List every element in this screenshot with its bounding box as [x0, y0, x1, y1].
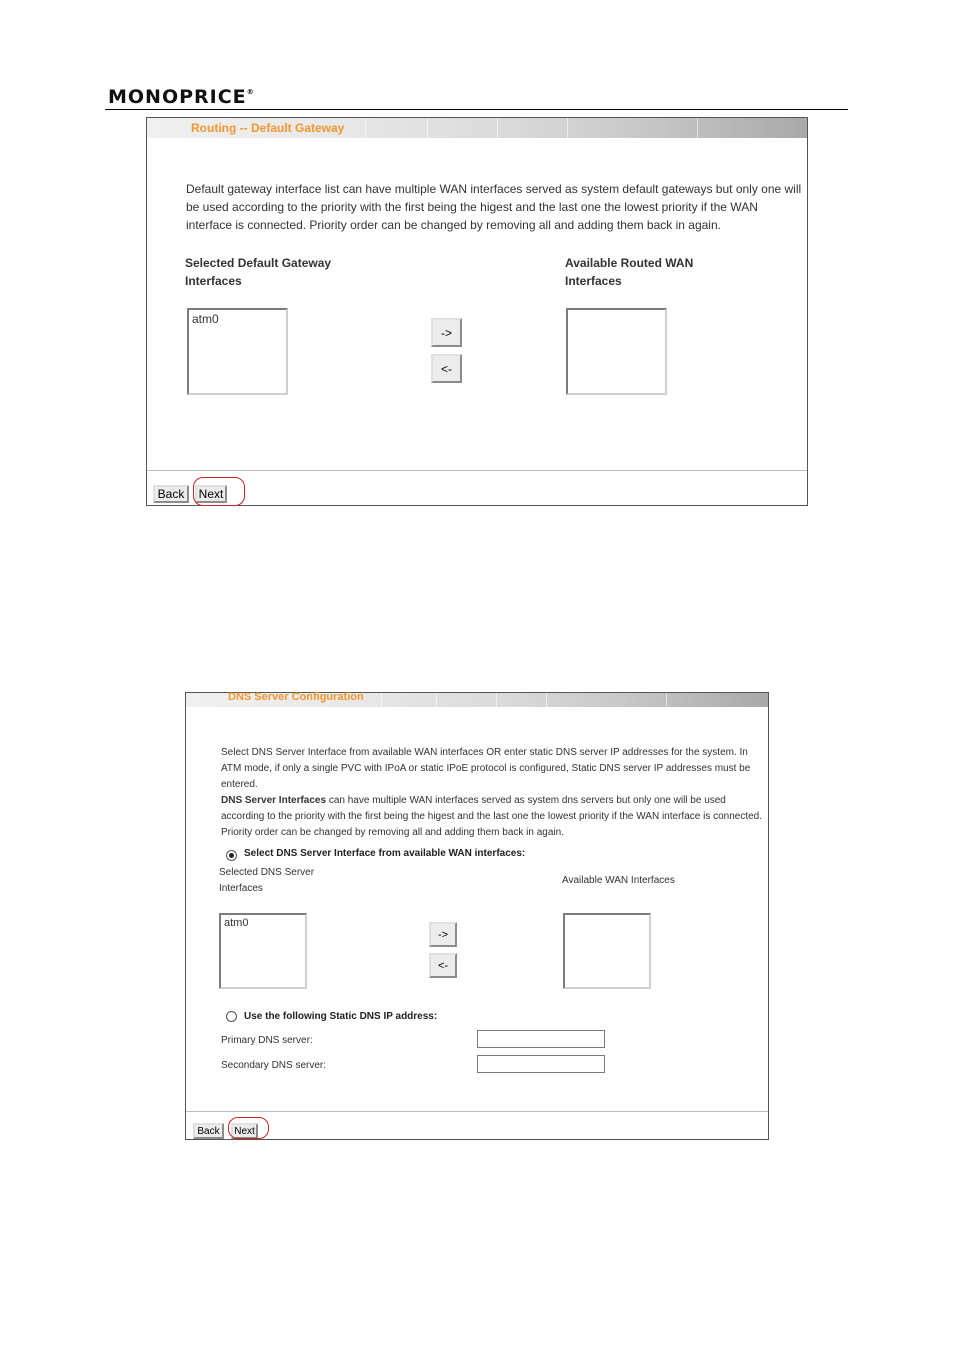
description-text: Select DNS Server Interface from available WAN interfaces OR enter static DNS server IP addresses for the system. In ATM mode, if only a single PVC with IPoA or static IPoE protocol is configured, Static DNS server IP addresses must be entered. DNS Server Interfaces can have multiple WAN interfaces served as system dns servers but only one will be used according to the priority with the first being the higest and the last one the lowest priority if the WAN interface is connected. Priority order can be changed by removing all and adding them back in again.: [221, 747, 763, 838]
next-highlight-circle: [228, 1117, 269, 1139]
footer-divider: [147, 470, 807, 471]
dns-interfaces-term: DNS Server Interfaces: [221, 795, 327, 806]
next-highlight-circle: [193, 477, 245, 506]
available-wan-listbox[interactable]: [563, 913, 651, 989]
header-rule: [105, 109, 848, 110]
available-wan-label: Available WAN Interfaces: [562, 875, 675, 886]
selected-interfaces-label: Selected Default Gateway Interfaces: [185, 256, 332, 288]
footer-divider: [186, 1111, 768, 1112]
add-interface-button[interactable]: ->: [429, 922, 457, 947]
list-item[interactable]: atm0: [224, 917, 249, 929]
next-button[interactable]: Next: [195, 485, 227, 503]
selected-dns-label: Selected DNS Server Interfaces: [219, 867, 315, 894]
remove-interface-button[interactable]: <-: [429, 953, 457, 978]
remove-interface-button[interactable]: <-: [431, 354, 462, 383]
page-title: DNS Server Configuration: [228, 691, 364, 703]
next-button[interactable]: Next: [231, 1123, 258, 1139]
default-gateway-panel: [146, 117, 808, 506]
interface-option-label: Select DNS Server Interface from available WAN interfaces:: [244, 848, 526, 859]
back-button[interactable]: Back: [153, 485, 189, 503]
monoprice-logo: MONOPRICE®: [108, 86, 255, 108]
selected-gateway-listbox[interactable]: [187, 308, 288, 395]
page-title: Routing -- Default Gateway: [191, 121, 345, 135]
primary-dns-label: Primary DNS server:: [221, 1035, 313, 1046]
secondary-dns-input[interactable]: [477, 1055, 605, 1073]
available-interfaces-label: Available Routed WAN Interfaces: [565, 256, 694, 288]
secondary-dns-label: Secondary DNS server:: [221, 1060, 327, 1071]
selected-dns-listbox[interactable]: [219, 913, 307, 989]
interface-radio[interactable]: [226, 850, 237, 861]
list-item[interactable]: atm0: [192, 312, 219, 326]
primary-dns-input[interactable]: [477, 1030, 605, 1048]
add-interface-button[interactable]: ->: [431, 318, 462, 347]
back-button[interactable]: Back: [193, 1123, 224, 1139]
available-wan-listbox[interactable]: [566, 308, 667, 395]
static-option-label: Use the following Static DNS IP address:: [244, 1011, 438, 1022]
dns-server-panel: [185, 692, 769, 1140]
static-dns-radio[interactable]: [226, 1011, 237, 1022]
description-text: Default gateway interface list can have multiple WAN interfaces served as system default gateways but only one will be used according to the priority with the first being the higest and the last one the lowest priority if the WAN interface is connected. Priority order can be changed by removing all and adding them back in again.: [186, 182, 802, 232]
